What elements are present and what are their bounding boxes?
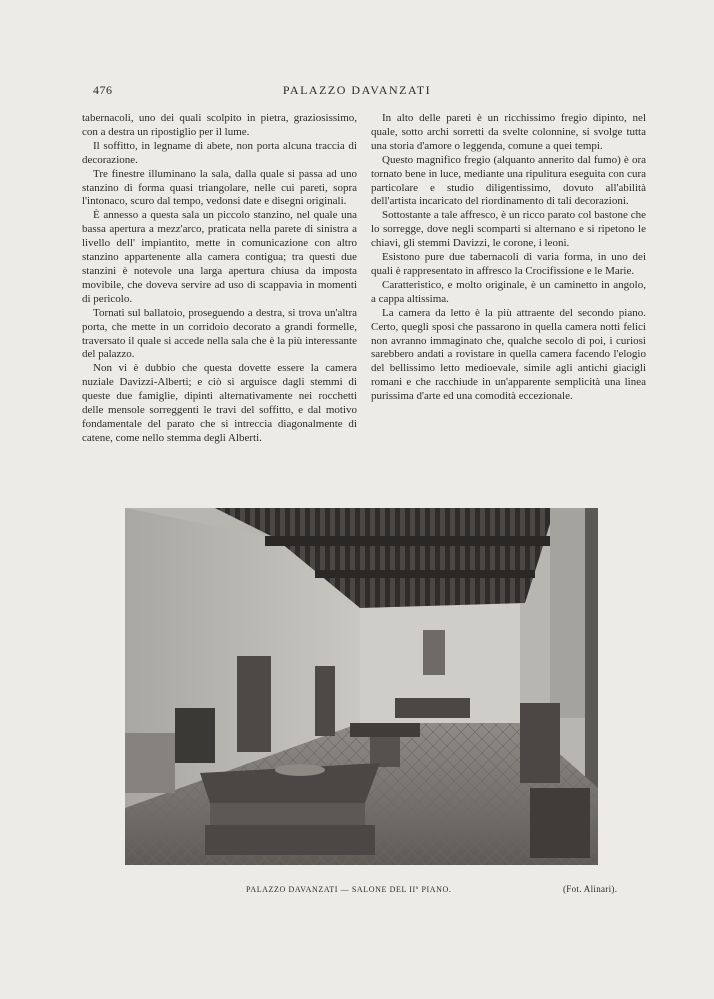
left-column [82, 112, 357, 446]
paragraph: Il soffitto, in legname di abete, non porta alcuna traccia di decorazione. [82, 139, 357, 166]
paragraph: Questo magnifico fregio (alquanto annerito dal fumo) è ora tornato bene in luce, mediante una ripulitura eseguita con cura particolare e studio diligentissimo, dovuto all'abilità dell'artista incaricato del riordinamento di tali decorazioni. [371, 153, 646, 208]
paragraph: Non vi è dubbio che questa dovette essere la camera nuziale Davizzi-Alberti; e ciò si arguisce dagli stemmi di queste due famiglie, dipinti alternativamente nei rocchetti delle mensole sorreggenti le travi del soffitto, e dal motivo fondamentale del parato che si intreccia diagonalmente di catene, come nello stemma degli Alberti. [82, 362, 357, 444]
right-column [371, 112, 646, 404]
paragraph: Tornati sul ballatoio, proseguendo a destra, si trova un'altra porta, che mette in un corridoio decorato a grandi formelle, traversato il quale si accede nella sala che è la più interessante del palazzo. [82, 306, 357, 361]
paragraph: È annesso a questa sala un piccolo stanzino, nel quale una bassa apertura a mezz'arco, praticata nella parete di sinistra a livello dell' impiantito, mette in comunicazione con altro stanzino appartenente alla camera contigua; tra questi due stanzini è notevole una larga apertura chiusa da imposta movibile, che doveva servire ad uso di scappavia in momenti di pericolo. [82, 209, 357, 305]
paragraph: In alto delle pareti è un ricchissimo fregio dipinto, nel quale, sotto archi sorretti da svelte colonnine, si svolge tutta una storia d'amore o leggenda, comune a quei tempi. [371, 112, 646, 152]
running-head: PALAZZO DAVANZATI [282, 83, 432, 97]
salon-photograph [125, 508, 598, 865]
paragraph: Sottostante a tale affresco, è un ricco parato col bastone che lo sorregge, dove negli scomparti si alternano e si ripetono le chiavi, gli stemmi Davizzi, le corone, i leoni. [371, 209, 646, 250]
paragraph: La camera da letto è la più attraente del secondo piano. Certo, quegli sposi che passarono in quella camera notti felici non avranno immaginato che, qualche secolo di poi, i curiosi sarebbero andati a rovistare in quella camera facendo l'elogio del bellissimo letto medioevale, simile agli antichi giacigli romani e che racchiude in un'apparente semplicità una linea purissima d'arte ed una comodità eccezionale. [371, 306, 646, 403]
paragraph: Tre finestre illuminano la sala, dalla quale si passa ad uno stanzino di forma quasi triangolare, nelle cui pareti, sopra l'intonaco, scuro dal tempo, vedonsi date e disegni originali. [82, 167, 357, 208]
paragraph: Caratteristico, e molto originale, è un caminetto in angolo, a cappa altissima. [371, 278, 646, 305]
page-number: 476 [93, 83, 113, 97]
figure-caption: PALAZZO DAVANZATI — SALONE DEL IIº PIANO. [246, 885, 452, 894]
photo-credit: (Fot. Alinari). [563, 884, 618, 894]
paragraph: tabernacoli, uno dei quali scolpito in pietra, graziosissimo, con a destra un ripostiglio per il lume. [82, 112, 357, 138]
paragraph: Esistono pure due tabernacoli di varia forma, in uno dei quali è rappresentato in affresco la Crocifissione e le Marie. [371, 251, 646, 277]
